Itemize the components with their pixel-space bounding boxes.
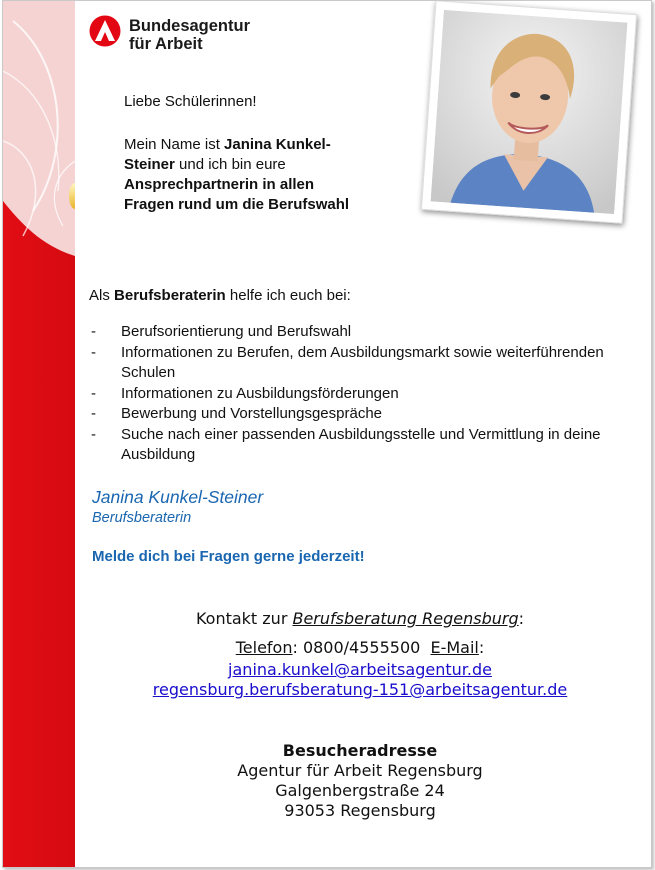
services-heading: Als Berufsberaterin helfe ich euch bei: [89,287,351,304]
address-line: 93053 Regensburg [284,801,436,820]
document-page [2,0,652,868]
email-link-office[interactable]: regensburg.berufsberatung-151@arbeitsagentur.de [152,680,568,699]
decorative-red-stripe [3,1,75,867]
portrait-photo [421,0,637,224]
brand-name: Bundesagentur für Arbeit [129,17,251,53]
contact-emails [75,660,645,700]
list-item: - Bewerbung und Vorstellungsgespräche [89,404,629,425]
list-item: - Informationen zu Ausbildungsförderungen [89,384,629,405]
portrait-image [431,10,628,214]
list-item: - Suche nach einer passenden Ausbildungsstelle und Vermittlung in deine Ausbildung [89,425,629,466]
list-item: - Informationen zu Berufen, dem Ausbildungsmarkt sowie weiterführenden Schulen [89,343,629,384]
address-line: Galgenbergstraße 24 [275,781,445,800]
intro-paragraph: Mein Name ist Janina Kunkel- Steiner und ich bin eure Ansprechpartnerin in allen Fragen rund um die Berufswahl [124,136,350,213]
list-item: - Berufsorientierung und Berufswahl [89,322,629,343]
address-line: Agentur für Arbeit Regensburg [237,761,483,780]
call-to-action: Melde dich bei Fragen gerne jederzeit! [92,548,365,565]
signature-name: Janina Kunkel-Steiner [92,487,264,507]
contact-heading: Kontakt zur Berufsberatung Regensburg: [195,609,525,628]
visitor-address [75,741,645,821]
signature-role: Berufsberaterin [92,510,192,526]
email-link-personal[interactable]: janina.kunkel@arbeitsagentur.de [228,660,492,679]
services-list [89,322,629,466]
greeting: Liebe Schülerinnen! [124,93,257,110]
contact-phone-line: Telefon: 0800/4555500 E-Mail: [235,638,485,657]
ba-logo-icon [89,15,121,47]
address-heading: Besucheradresse [282,741,438,760]
